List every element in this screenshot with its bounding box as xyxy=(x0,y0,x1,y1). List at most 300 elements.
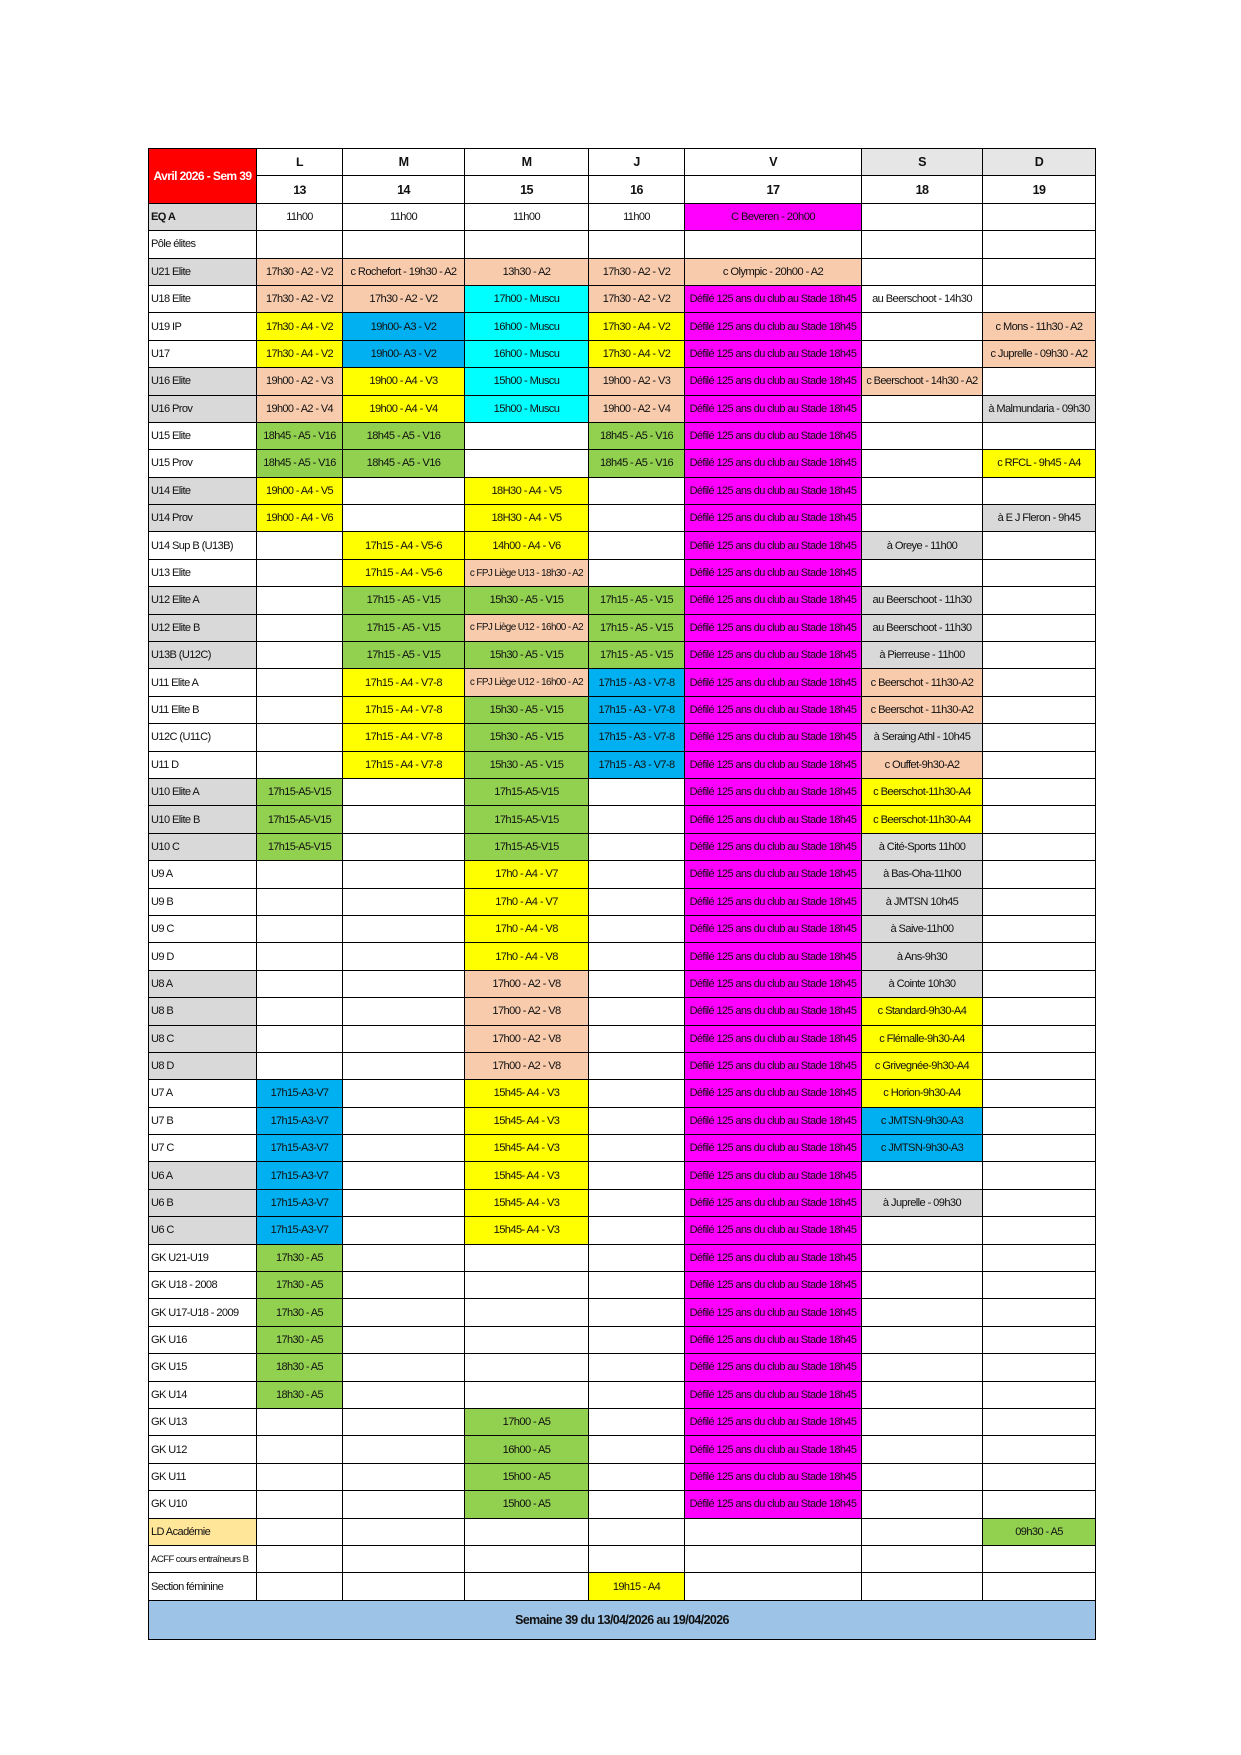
schedule-cell xyxy=(983,751,1096,778)
day-letter: M xyxy=(343,149,465,176)
schedule-cell: 15h00 - A5 xyxy=(465,1491,589,1518)
schedule-cell: Défilé 125 ans du club au Stade 18h45 xyxy=(685,422,862,449)
schedule-cell xyxy=(343,505,465,532)
schedule-row xyxy=(149,751,1096,778)
schedule-cell xyxy=(862,258,983,285)
schedule-cell: c Olympic - 20h00 - A2 xyxy=(685,258,862,285)
schedule-cell: 19h15 - A4 xyxy=(589,1573,685,1600)
schedule-row xyxy=(149,340,1096,367)
schedule-row xyxy=(149,1080,1096,1107)
schedule-cell: Défilé 125 ans du club au Stade 18h45 xyxy=(685,806,862,833)
schedule-cell: 11h00 xyxy=(343,203,465,230)
schedule-cell: 17h30 - A4 - V2 xyxy=(257,340,343,367)
schedule-cell xyxy=(983,1080,1096,1107)
team-label: U9 D xyxy=(149,943,257,970)
schedule-cell: 15h45- A4 - V3 xyxy=(465,1080,589,1107)
team-label: GK U12 xyxy=(149,1436,257,1463)
schedule-cell xyxy=(983,806,1096,833)
schedule-cell xyxy=(685,1573,862,1600)
schedule-cell xyxy=(589,915,685,942)
schedule-cell: 15h45- A4 - V3 xyxy=(465,1217,589,1244)
schedule-cell xyxy=(983,833,1096,860)
team-label: U17 xyxy=(149,340,257,367)
schedule-cell: Défilé 125 ans du club au Stade 18h45 xyxy=(685,285,862,312)
schedule-cell xyxy=(862,559,983,586)
schedule-cell: Défilé 125 ans du club au Stade 18h45 xyxy=(685,724,862,751)
schedule-cell xyxy=(257,1052,343,1079)
schedule-cell xyxy=(685,1518,862,1545)
schedule-cell: c Standard-9h30-A4 xyxy=(862,998,983,1025)
schedule-cell: 17h15 - A4 - V5-6 xyxy=(343,559,465,586)
schedule-cell: 19h00 - A2 - V4 xyxy=(257,395,343,422)
schedule-row xyxy=(149,559,1096,586)
team-label: U9 A xyxy=(149,861,257,888)
schedule-cell xyxy=(983,1299,1096,1326)
schedule-cell xyxy=(343,970,465,997)
schedule-row xyxy=(149,313,1096,340)
schedule-cell: 17h30 - A2 - V2 xyxy=(589,258,685,285)
schedule-row xyxy=(149,614,1096,641)
schedule-cell xyxy=(589,1545,685,1572)
schedule-cell: 19h00- A3 - V2 xyxy=(343,340,465,367)
team-label: GK U16 xyxy=(149,1326,257,1353)
schedule-cell xyxy=(983,1052,1096,1079)
schedule-cell xyxy=(983,724,1096,751)
schedule-row xyxy=(149,669,1096,696)
schedule-cell xyxy=(343,1491,465,1518)
schedule-row xyxy=(149,1518,1096,1545)
schedule-cell xyxy=(343,1326,465,1353)
schedule-cell xyxy=(589,477,685,504)
schedule-cell xyxy=(983,587,1096,614)
team-label: U13B (U12C) xyxy=(149,642,257,669)
schedule-cell xyxy=(983,861,1096,888)
schedule-cell: à Juprelle - 09h30 xyxy=(862,1189,983,1216)
schedule-row xyxy=(149,1326,1096,1353)
schedule-cell xyxy=(862,1217,983,1244)
weekly-schedule-table xyxy=(148,148,1096,1640)
schedule-cell xyxy=(862,1326,983,1353)
schedule-row xyxy=(149,806,1096,833)
schedule-cell: Défilé 125 ans du club au Stade 18h45 xyxy=(685,888,862,915)
schedule-cell: 18h45 - A5 - V16 xyxy=(589,422,685,449)
day-date: 17 xyxy=(685,176,862,203)
team-label: U11 Elite A xyxy=(149,669,257,696)
team-label: U12C (U11C) xyxy=(149,724,257,751)
schedule-cell: à Oreye - 11h00 xyxy=(862,532,983,559)
schedule-cell xyxy=(983,258,1096,285)
schedule-cell xyxy=(465,231,589,258)
schedule-cell: 17h30 - A5 xyxy=(257,1244,343,1271)
schedule-cell: 18h45 - A5 - V16 xyxy=(343,422,465,449)
schedule-cell: 15h30 - A5 - V15 xyxy=(465,696,589,723)
team-label: U13 Elite xyxy=(149,559,257,586)
schedule-cell xyxy=(862,1408,983,1435)
schedule-cell: c Beerschot - 11h30-A2 xyxy=(862,669,983,696)
schedule-row xyxy=(149,1299,1096,1326)
schedule-cell: 17h15-A3-V7 xyxy=(257,1080,343,1107)
schedule-cell xyxy=(983,1573,1096,1600)
schedule-cell: c JMTSN-9h30-A3 xyxy=(862,1135,983,1162)
schedule-title: Avril 2026 - Sem 39 xyxy=(149,149,257,204)
schedule-cell: 19h00- A3 - V2 xyxy=(343,313,465,340)
schedule-cell: 15h30 - A5 - V15 xyxy=(465,724,589,751)
schedule-cell: 17h15 - A4 - V7-8 xyxy=(343,669,465,696)
schedule-cell xyxy=(862,422,983,449)
schedule-cell: 11h00 xyxy=(257,203,343,230)
schedule-cell: au Beerschoot - 11h30 xyxy=(862,587,983,614)
team-label: U16 Elite xyxy=(149,368,257,395)
team-label: U8 B xyxy=(149,998,257,1025)
team-label: U10 Elite B xyxy=(149,806,257,833)
schedule-cell xyxy=(983,1107,1096,1134)
schedule-row xyxy=(149,368,1096,395)
team-label: U10 Elite A xyxy=(149,778,257,805)
schedule-cell: c Beerschoot - 14h30 - A2 xyxy=(862,368,983,395)
schedule-cell: 17h00 - Muscu xyxy=(465,285,589,312)
schedule-cell: Défilé 125 ans du club au Stade 18h45 xyxy=(685,1381,862,1408)
schedule-cell xyxy=(862,477,983,504)
schedule-cell xyxy=(589,998,685,1025)
team-label: U11 D xyxy=(149,751,257,778)
team-label: GK U13 xyxy=(149,1408,257,1435)
schedule-cell xyxy=(257,1518,343,1545)
schedule-cell: 17h15 - A5 - V15 xyxy=(589,642,685,669)
schedule-cell: 13h30 - A2 xyxy=(465,258,589,285)
footer-row xyxy=(149,1600,1096,1639)
schedule-cell xyxy=(862,450,983,477)
schedule-cell: 19h00 - A2 - V3 xyxy=(257,368,343,395)
schedule-cell: c Beerschot-11h30-A4 xyxy=(862,778,983,805)
schedule-cell: Défilé 125 ans du club au Stade 18h45 xyxy=(685,1408,862,1435)
schedule-cell xyxy=(983,1244,1096,1271)
schedule-row xyxy=(149,1162,1096,1189)
schedule-cell: c Beerschot - 11h30-A2 xyxy=(862,696,983,723)
schedule-cell xyxy=(589,559,685,586)
schedule-cell xyxy=(589,833,685,860)
schedule-row xyxy=(149,915,1096,942)
schedule-cell xyxy=(257,669,343,696)
team-label: U9 C xyxy=(149,915,257,942)
schedule-cell xyxy=(983,1491,1096,1518)
schedule-cell: à Pierreuse - 11h00 xyxy=(862,642,983,669)
schedule-cell xyxy=(343,1408,465,1435)
schedule-cell xyxy=(589,1299,685,1326)
schedule-row xyxy=(149,422,1096,449)
schedule-cell: Défilé 125 ans du club au Stade 18h45 xyxy=(685,1080,862,1107)
schedule-cell: Défilé 125 ans du club au Stade 18h45 xyxy=(685,1162,862,1189)
schedule-cell: 17h15 - A3 - V7-8 xyxy=(589,669,685,696)
schedule-cell xyxy=(589,1244,685,1271)
schedule-cell: Défilé 125 ans du club au Stade 18h45 xyxy=(685,477,862,504)
team-label: U10 C xyxy=(149,833,257,860)
schedule-cell: 17h30 - A5 xyxy=(257,1326,343,1353)
schedule-cell xyxy=(465,1326,589,1353)
schedule-cell xyxy=(343,1189,465,1216)
schedule-row xyxy=(149,943,1096,970)
schedule-cell xyxy=(983,888,1096,915)
team-label: GK U21-U19 xyxy=(149,1244,257,1271)
schedule-cell: 18h30 - A5 xyxy=(257,1354,343,1381)
schedule-cell xyxy=(983,998,1096,1025)
schedule-cell xyxy=(343,1272,465,1299)
schedule-cell: 17h00 - A2 - V8 xyxy=(465,1052,589,1079)
team-label: U7 C xyxy=(149,1135,257,1162)
schedule-cell: 17h15-A3-V7 xyxy=(257,1162,343,1189)
schedule-cell: Défilé 125 ans du club au Stade 18h45 xyxy=(685,915,862,942)
schedule-cell xyxy=(343,943,465,970)
schedule-cell xyxy=(983,1135,1096,1162)
team-label: U14 Elite xyxy=(149,477,257,504)
schedule-cell xyxy=(983,669,1096,696)
schedule-cell xyxy=(983,696,1096,723)
day-letter: D xyxy=(983,149,1096,176)
schedule-cell: 17h15-A5-V15 xyxy=(465,833,589,860)
schedule-cell xyxy=(983,1381,1096,1408)
schedule-cell: 17h15-A5-V15 xyxy=(257,833,343,860)
schedule-cell: 15h45- A4 - V3 xyxy=(465,1135,589,1162)
schedule-row xyxy=(149,203,1096,230)
day-letter: J xyxy=(589,149,685,176)
schedule-cell: au Beerschoot - 14h30 xyxy=(862,285,983,312)
schedule-cell xyxy=(343,1162,465,1189)
schedule-cell xyxy=(257,1463,343,1490)
schedule-row xyxy=(149,1545,1096,1572)
schedule-row xyxy=(149,258,1096,285)
schedule-row xyxy=(149,1272,1096,1299)
team-label: U14 Sup B (U13B) xyxy=(149,532,257,559)
team-label: GK U17-U18 - 2009 xyxy=(149,1299,257,1326)
schedule-cell: 18H30 - A4 - V5 xyxy=(465,505,589,532)
schedule-cell xyxy=(343,477,465,504)
schedule-cell xyxy=(983,1272,1096,1299)
schedule-cell: 17h15 - A4 - V5-6 xyxy=(343,532,465,559)
schedule-cell xyxy=(983,1545,1096,1572)
schedule-cell xyxy=(983,970,1096,997)
schedule-cell xyxy=(862,1436,983,1463)
day-letter: S xyxy=(862,149,983,176)
schedule-row xyxy=(149,477,1096,504)
schedule-cell xyxy=(983,1162,1096,1189)
schedule-cell: Défilé 125 ans du club au Stade 18h45 xyxy=(685,505,862,532)
team-label: U21 Elite xyxy=(149,258,257,285)
schedule-cell: Défilé 125 ans du club au Stade 18h45 xyxy=(685,368,862,395)
weekday-header-row xyxy=(149,149,1096,176)
schedule-cell: Défilé 125 ans du club au Stade 18h45 xyxy=(685,1244,862,1271)
schedule-cell xyxy=(465,1272,589,1299)
schedule-cell: 15h00 - A5 xyxy=(465,1463,589,1490)
schedule-cell: Défilé 125 ans du club au Stade 18h45 xyxy=(685,1052,862,1079)
schedule-cell xyxy=(343,1545,465,1572)
schedule-cell: à Ans-9h30 xyxy=(862,943,983,970)
schedule-cell: 17h15-A5-V15 xyxy=(257,778,343,805)
schedule-cell xyxy=(983,422,1096,449)
schedule-cell: 11h00 xyxy=(465,203,589,230)
schedule-cell xyxy=(862,1381,983,1408)
schedule-cell: 17h15-A5-V15 xyxy=(257,806,343,833)
schedule-row xyxy=(149,1491,1096,1518)
schedule-cell: Défilé 125 ans du club au Stade 18h45 xyxy=(685,1189,862,1216)
day-date: 18 xyxy=(862,176,983,203)
schedule-cell xyxy=(862,1491,983,1518)
day-date: 13 xyxy=(257,176,343,203)
team-label: U15 Elite xyxy=(149,422,257,449)
schedule-cell xyxy=(983,1408,1096,1435)
schedule-cell xyxy=(983,203,1096,230)
schedule-cell xyxy=(589,1354,685,1381)
schedule-cell: 09h30 - A5 xyxy=(983,1518,1096,1545)
schedule-cell xyxy=(343,861,465,888)
team-label: U15 Prov xyxy=(149,450,257,477)
schedule-row xyxy=(149,1217,1096,1244)
schedule-cell: à Cointe 10h30 xyxy=(862,970,983,997)
schedule-cell xyxy=(257,696,343,723)
schedule-cell xyxy=(983,231,1096,258)
schedule-cell: c RFCL - 9h45 - A4 xyxy=(983,450,1096,477)
schedule-cell xyxy=(343,1135,465,1162)
schedule-cell: Défilé 125 ans du club au Stade 18h45 xyxy=(685,1272,862,1299)
schedule-cell: 17h15-A3-V7 xyxy=(257,1217,343,1244)
team-label: GK U10 xyxy=(149,1491,257,1518)
schedule-cell xyxy=(343,1052,465,1079)
schedule-cell: 19h00 - A4 - V5 xyxy=(257,477,343,504)
schedule-row xyxy=(149,231,1096,258)
schedule-cell xyxy=(983,778,1096,805)
schedule-cell xyxy=(589,1052,685,1079)
team-label: U16 Prov xyxy=(149,395,257,422)
schedule-cell xyxy=(862,1573,983,1600)
schedule-cell xyxy=(343,1080,465,1107)
schedule-cell: au Beerschoot - 11h30 xyxy=(862,614,983,641)
schedule-cell xyxy=(983,915,1096,942)
schedule-cell: 19h00 - A4 - V4 xyxy=(343,395,465,422)
schedule-cell xyxy=(983,1217,1096,1244)
schedule-cell xyxy=(257,1573,343,1600)
schedule-cell xyxy=(343,231,465,258)
team-label: U12 Elite A xyxy=(149,587,257,614)
schedule-cell xyxy=(589,970,685,997)
team-label: U14 Prov xyxy=(149,505,257,532)
schedule-cell xyxy=(983,1326,1096,1353)
schedule-cell xyxy=(343,806,465,833)
schedule-cell xyxy=(343,1463,465,1490)
schedule-cell xyxy=(589,1381,685,1408)
schedule-cell xyxy=(862,340,983,367)
schedule-cell xyxy=(589,943,685,970)
team-label: U6 C xyxy=(149,1217,257,1244)
schedule-cell xyxy=(862,313,983,340)
schedule-cell: 17h15 - A3 - V7-8 xyxy=(589,751,685,778)
schedule-cell: 17h00 - A2 - V8 xyxy=(465,1025,589,1052)
schedule-cell: c FPJ Liège U12 - 16h00 - A2 xyxy=(465,669,589,696)
schedule-cell: 17h15-A3-V7 xyxy=(257,1135,343,1162)
schedule-row xyxy=(149,696,1096,723)
schedule-cell xyxy=(257,1436,343,1463)
schedule-cell: Défilé 125 ans du club au Stade 18h45 xyxy=(685,669,862,696)
schedule-cell xyxy=(257,614,343,641)
schedule-cell xyxy=(465,1518,589,1545)
schedule-cell: à Cité-Sports 11h00 xyxy=(862,833,983,860)
schedule-cell xyxy=(257,231,343,258)
schedule-cell: Défilé 125 ans du club au Stade 18h45 xyxy=(685,1025,862,1052)
schedule-cell: 17h15-A3-V7 xyxy=(257,1107,343,1134)
schedule-cell xyxy=(589,1272,685,1299)
schedule-cell xyxy=(589,1463,685,1490)
team-label: Section féminine xyxy=(149,1573,257,1600)
schedule-row xyxy=(149,532,1096,559)
schedule-cell xyxy=(862,1299,983,1326)
schedule-row xyxy=(149,642,1096,669)
schedule-cell xyxy=(589,888,685,915)
schedule-cell: 18h30 - A5 xyxy=(257,1381,343,1408)
schedule-cell: 11h00 xyxy=(589,203,685,230)
schedule-cell: 17h15-A5-V15 xyxy=(465,806,589,833)
schedule-row xyxy=(149,1354,1096,1381)
team-label: U8 C xyxy=(149,1025,257,1052)
schedule-cell xyxy=(589,532,685,559)
schedule-cell xyxy=(257,943,343,970)
schedule-cell xyxy=(862,505,983,532)
schedule-cell xyxy=(343,1299,465,1326)
schedule-cell: c Grivegnée-9h30-A4 xyxy=(862,1052,983,1079)
schedule-cell: Défilé 125 ans du club au Stade 18h45 xyxy=(685,778,862,805)
schedule-cell: 15h30 - A5 - V15 xyxy=(465,642,589,669)
schedule-cell xyxy=(862,1463,983,1490)
schedule-cell: Défilé 125 ans du club au Stade 18h45 xyxy=(685,1354,862,1381)
schedule-cell xyxy=(589,1326,685,1353)
schedule-cell xyxy=(343,1217,465,1244)
schedule-cell xyxy=(685,1545,862,1572)
day-letter: L xyxy=(257,149,343,176)
schedule-cell: c Mons - 11h30 - A2 xyxy=(983,313,1096,340)
schedule-cell xyxy=(465,450,589,477)
team-label: GK U11 xyxy=(149,1463,257,1490)
schedule-cell xyxy=(983,642,1096,669)
schedule-cell xyxy=(257,861,343,888)
schedule-cell xyxy=(589,861,685,888)
schedule-cell xyxy=(983,1436,1096,1463)
schedule-cell xyxy=(589,1107,685,1134)
schedule-cell: 17h15 - A3 - V7-8 xyxy=(589,724,685,751)
schedule-cell: Défilé 125 ans du club au Stade 18h45 xyxy=(685,614,862,641)
schedule-cell: Défilé 125 ans du club au Stade 18h45 xyxy=(685,395,862,422)
schedule-cell: à JMTSN 10h45 xyxy=(862,888,983,915)
schedule-cell: Défilé 125 ans du club au Stade 18h45 xyxy=(685,998,862,1025)
schedule-cell: 15h30 - A5 - V15 xyxy=(465,751,589,778)
schedule-cell xyxy=(257,888,343,915)
schedule-cell xyxy=(343,1244,465,1271)
schedule-cell xyxy=(343,1025,465,1052)
schedule-cell xyxy=(589,1217,685,1244)
schedule-cell xyxy=(257,559,343,586)
schedule-row xyxy=(149,1052,1096,1079)
schedule-row xyxy=(149,1436,1096,1463)
schedule-cell xyxy=(343,778,465,805)
schedule-cell: 18h45 - A5 - V16 xyxy=(257,422,343,449)
day-date: 16 xyxy=(589,176,685,203)
team-label: GK U14 xyxy=(149,1381,257,1408)
schedule-cell xyxy=(589,1189,685,1216)
schedule-cell xyxy=(589,231,685,258)
schedule-cell xyxy=(465,422,589,449)
schedule-cell: Défilé 125 ans du club au Stade 18h45 xyxy=(685,1436,862,1463)
schedule-cell: Défilé 125 ans du club au Stade 18h45 xyxy=(685,313,862,340)
schedule-cell: 18H30 - A4 - V5 xyxy=(465,477,589,504)
schedule-cell: Défilé 125 ans du club au Stade 18h45 xyxy=(685,1135,862,1162)
team-label: U6 A xyxy=(149,1162,257,1189)
schedule-cell: à Malmundaria - 09h30 xyxy=(983,395,1096,422)
schedule-cell xyxy=(465,1573,589,1600)
